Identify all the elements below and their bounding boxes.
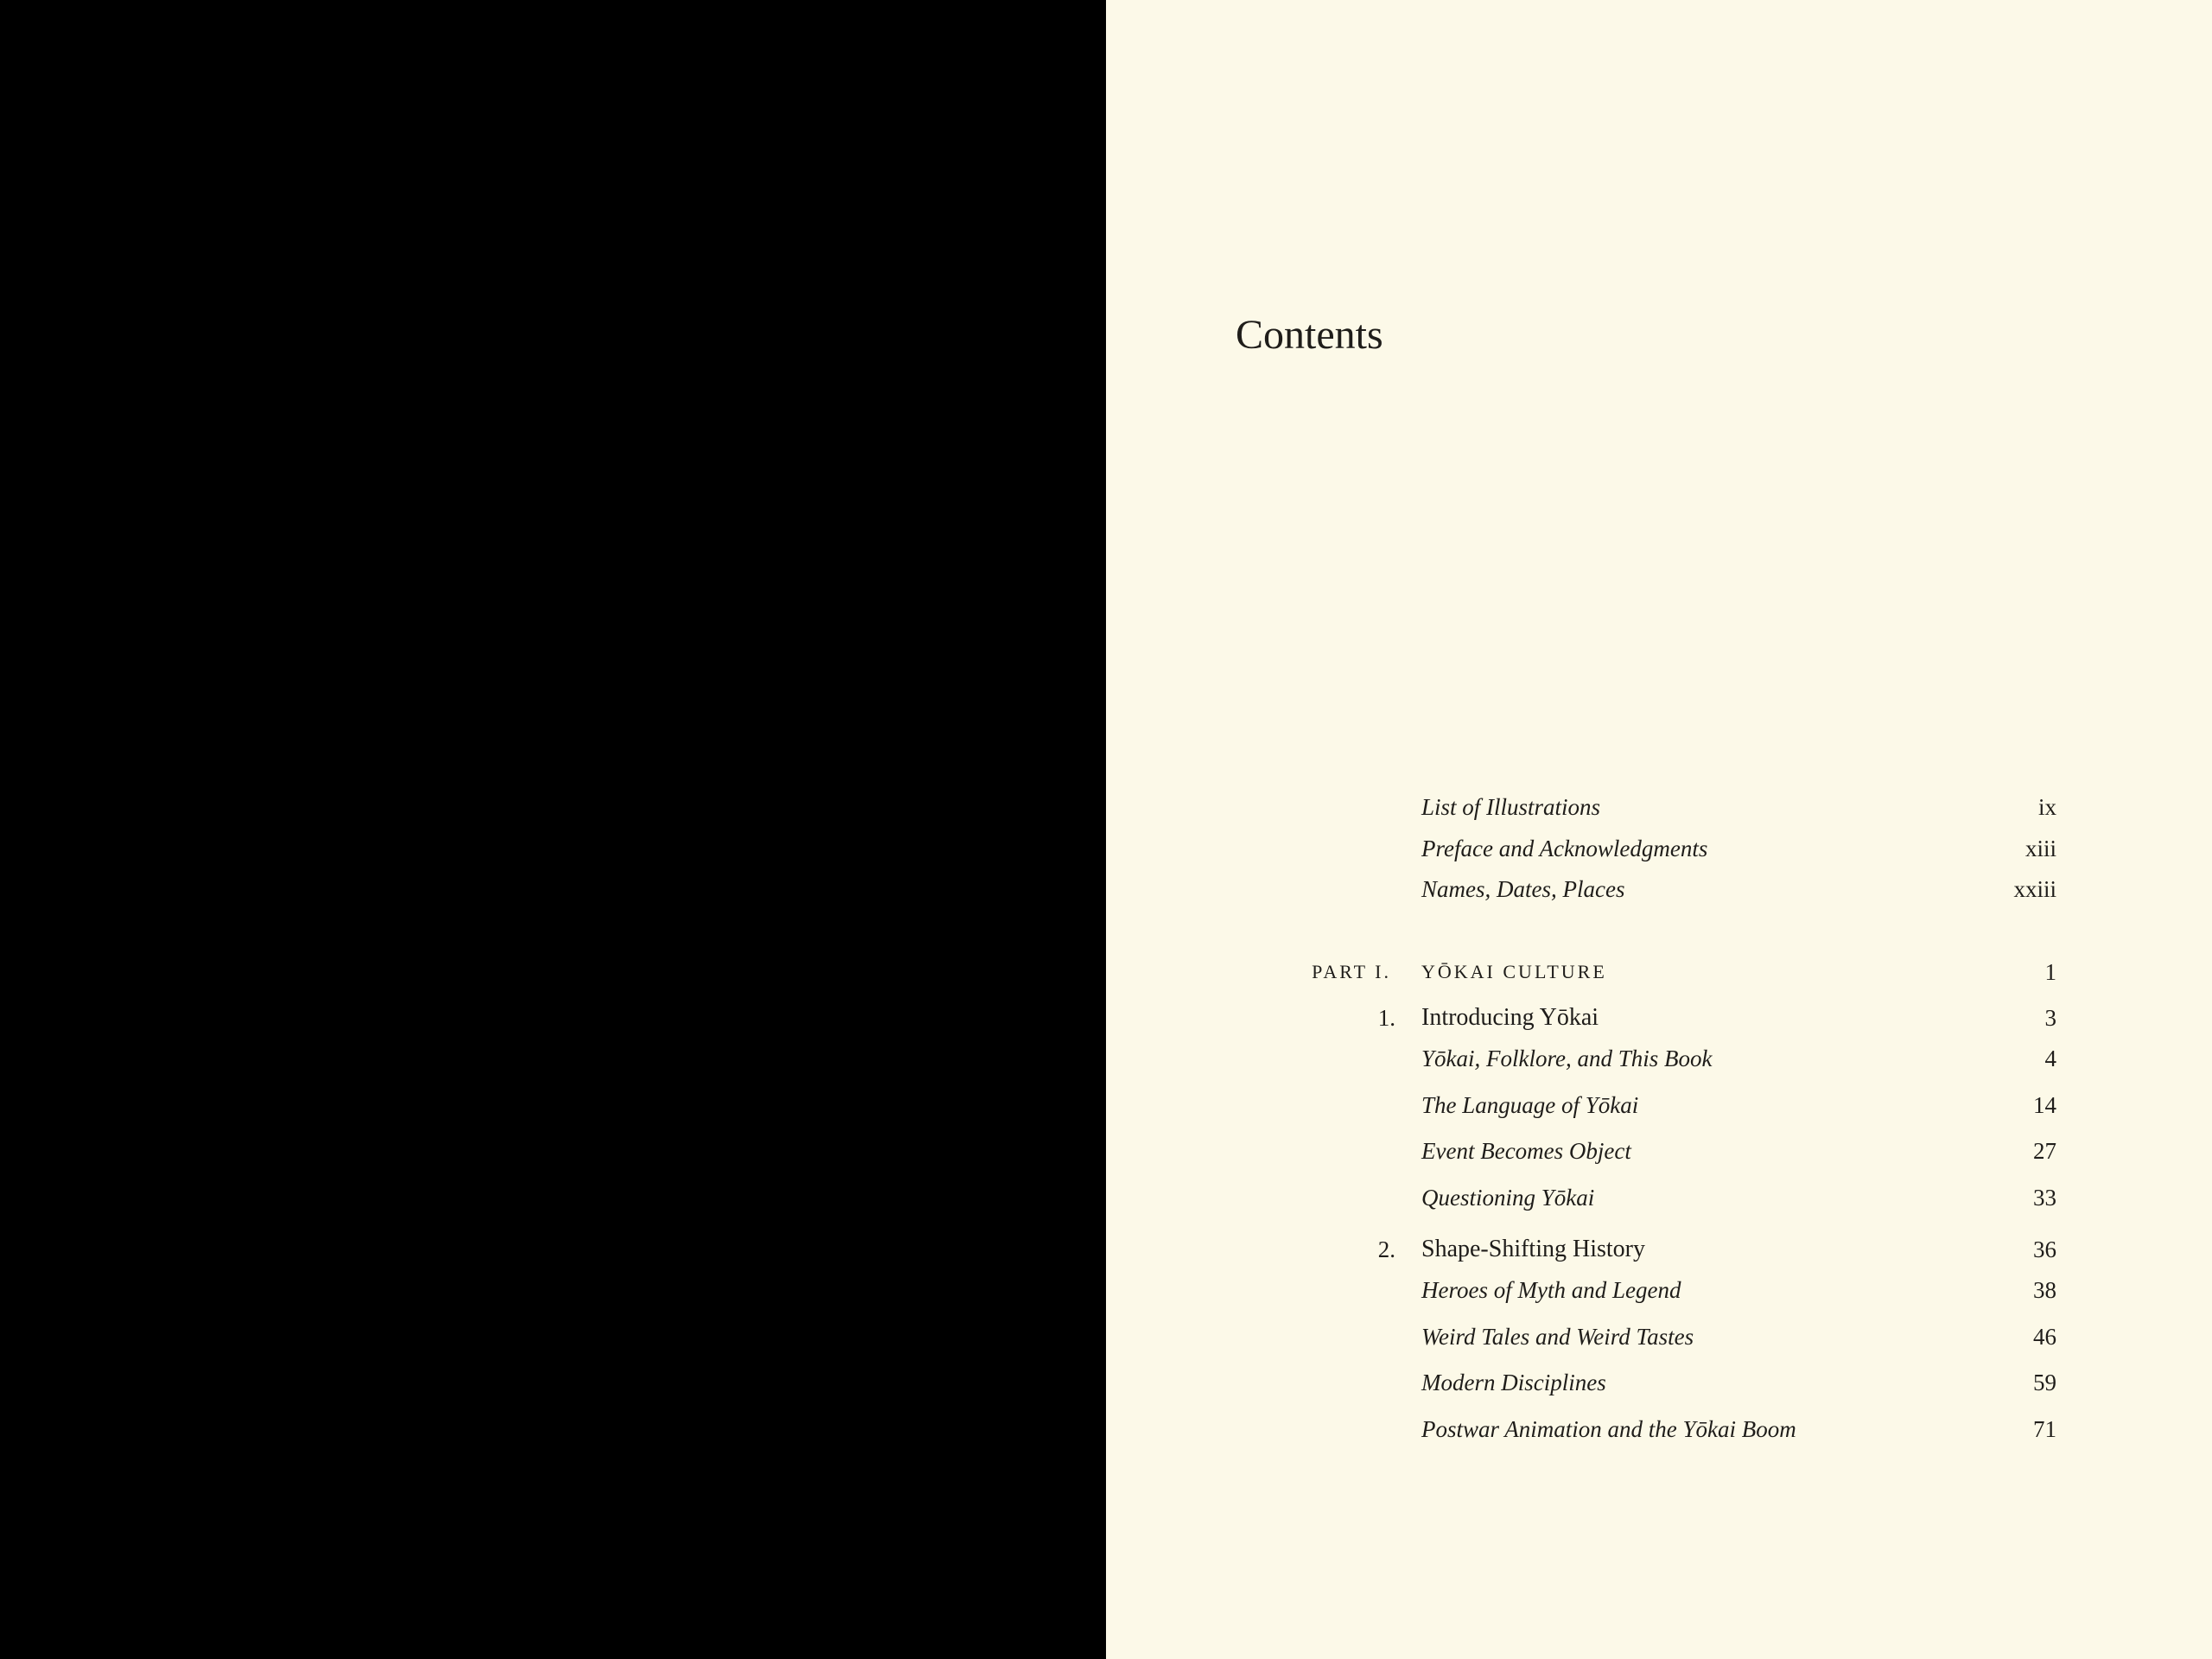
- part-number: PART I.: [1312, 961, 1391, 982]
- section-label: Yōkai, Folklore, and This Book: [1421, 1046, 1713, 1071]
- section-label: Heroes of Myth and Legend: [1421, 1277, 1681, 1303]
- page-title: Contents: [1236, 312, 1383, 358]
- toc-chapter-1[interactable]: [1106, 1001, 2212, 1035]
- toc-entry-label: Preface and Acknowledgments: [1421, 836, 1708, 861]
- toc-entry-label: List of Illustrations: [1421, 794, 1601, 820]
- section-page: 14: [2033, 1092, 2056, 1118]
- section-label: Questioning Yōkai: [1421, 1185, 1595, 1211]
- part-page: 1: [2044, 959, 2056, 985]
- section-label: Modern Disciplines: [1421, 1370, 1606, 1395]
- contents-page: [1106, 0, 2212, 1659]
- toc-section[interactable]: [1106, 1180, 2212, 1215]
- toc-entry-list-of-illustrations[interactable]: [1106, 790, 2212, 824]
- toc-section[interactable]: [1106, 1412, 2212, 1446]
- chapter-page: 36: [2033, 1236, 2056, 1262]
- toc-entry-label: Names, Dates, Places: [1421, 876, 1625, 902]
- toc-entry-page: xxiii: [2013, 876, 2056, 902]
- toc-section[interactable]: [1106, 1365, 2212, 1400]
- toc-section[interactable]: [1106, 1134, 2212, 1168]
- toc-entry-names-dates-places[interactable]: [1106, 872, 2212, 906]
- chapter-title: Shape-Shifting History: [1421, 1236, 1645, 1262]
- section-page: 46: [2033, 1324, 2056, 1350]
- section-page: 59: [2033, 1370, 2056, 1395]
- toc-section[interactable]: [1106, 1088, 2212, 1122]
- toc-entry-preface[interactable]: [1106, 831, 2212, 866]
- toc-section[interactable]: [1106, 1273, 2212, 1307]
- toc-section[interactable]: [1106, 1041, 2212, 1076]
- section-page: 71: [2033, 1416, 2056, 1442]
- section-label: The Language of Yōkai: [1421, 1092, 1639, 1118]
- section-page: 38: [2033, 1277, 2056, 1303]
- toc-part-heading[interactable]: [1106, 955, 2212, 989]
- toc-entry-page: xiii: [2024, 836, 2056, 861]
- section-page: 4: [2044, 1046, 2056, 1071]
- chapter-number: 2.: [1377, 1236, 1395, 1262]
- section-label: Event Becomes Object: [1421, 1138, 1631, 1164]
- chapter-number: 1.: [1377, 1005, 1395, 1031]
- toc-section[interactable]: [1106, 1319, 2212, 1354]
- part-title: YŌKAI CULTURE: [1421, 961, 1607, 982]
- chapter-page: 3: [2044, 1005, 2056, 1031]
- section-label: Weird Tales and Weird Tastes: [1421, 1324, 1694, 1350]
- section-page: 33: [2033, 1185, 2056, 1211]
- toc-chapter-2[interactable]: [1106, 1232, 2212, 1267]
- toc-entry-page: ix: [2037, 794, 2056, 820]
- chapter-title: Introducing Yōkai: [1421, 1004, 1599, 1031]
- section-label: Postwar Animation and the Yōkai Boom: [1421, 1416, 1796, 1442]
- section-page: 27: [2033, 1138, 2056, 1164]
